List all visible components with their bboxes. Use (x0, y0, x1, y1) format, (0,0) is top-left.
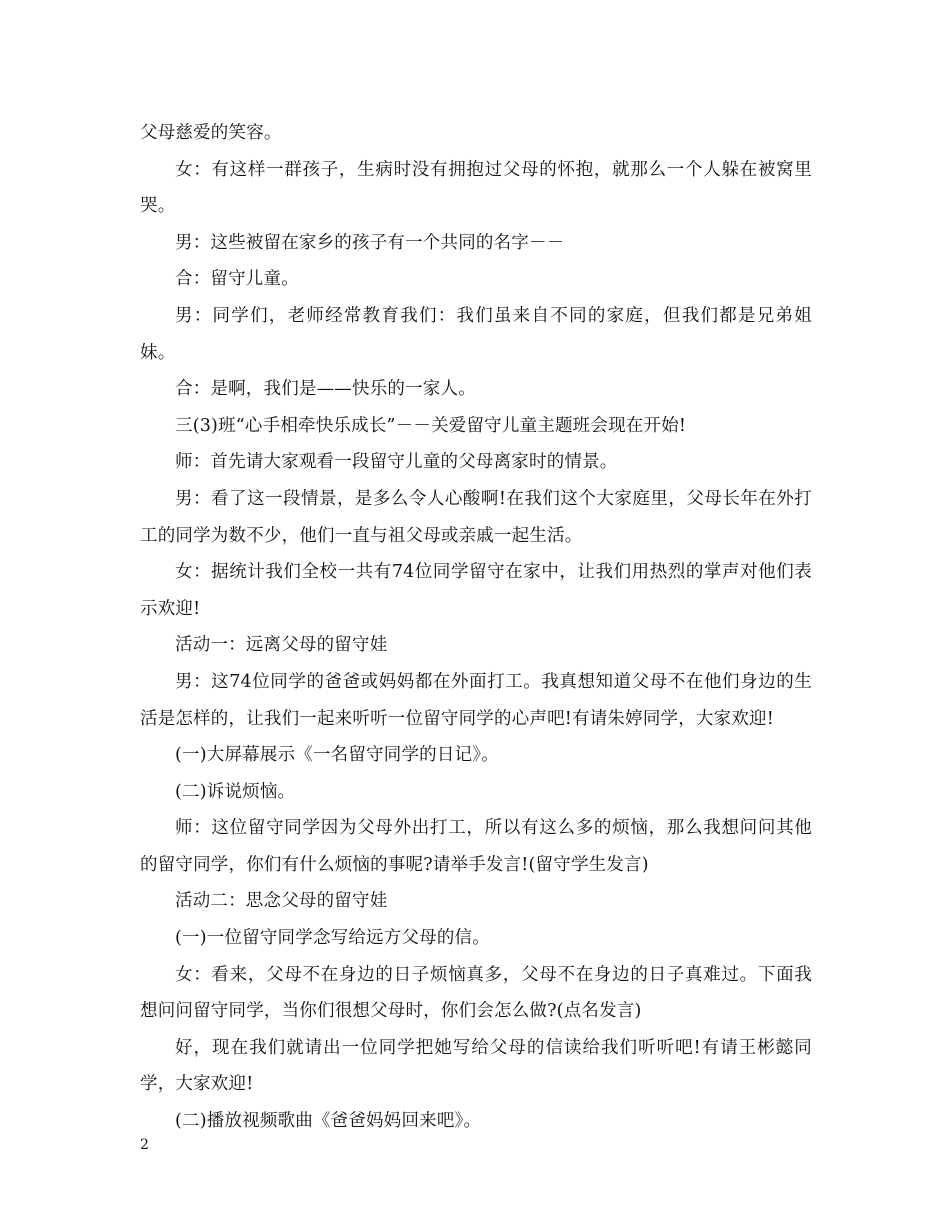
paragraph: (一)一位留守同学念写给远方父母的信。 (175, 928, 490, 949)
paragraph: 男：这74位同学的爸爸或妈妈都在外面打工。我真想知道父母不在他们身边的生活是怎样的，让我们一起来听听一位留守同学的心声吧!有请朱婷同学，大家欢迎! (140, 671, 812, 729)
paragraph: (二)诉说烦恼。 (175, 781, 296, 802)
page-number: 2 (140, 1137, 149, 1153)
paragraph: (二)播放视频歌曲《爸爸妈妈回来吧》。 (175, 1111, 482, 1132)
paragraph: 女：看来，父母不在身边的日子烦恼真多，父母不在身边的日子真难过。下面我想问问留守同学，当你们很想父母时，你们会怎么做?(点名发言) (140, 964, 812, 1022)
paragraph: 女：据统计我们全校一共有74位同学留守在家中，让我们用热烈的掌声对他们表示欢迎! (140, 562, 812, 619)
paragraph: (一)大屏幕展示《一名留守同学的日记》。 (175, 745, 499, 766)
paragraph: 三(3)班“心手相牵快乐成长”－－关爱留守儿童主题班会现在开始! (175, 415, 687, 436)
paragraph: 父母慈爱的笑容。 (140, 123, 282, 143)
paragraph: 合：留守儿童。 (175, 269, 299, 290)
document-body (140, 115, 812, 1140)
paragraph: 师：首先请大家观看一段留守儿童的父母离家时的情景。 (175, 452, 618, 473)
paragraph: 男：这些被留在家乡的孩子有一个共同的名字－－ (175, 232, 565, 253)
section-heading: 活动一：远离父母的留守娃 (175, 635, 388, 656)
paragraph: 合：是啊，我们是——快乐的一家人。 (175, 379, 476, 400)
paragraph: 女：有这样一群孩子，生病时没有拥抱过父母的怀抱，就那么一个人躲在被窝里哭。 (140, 159, 812, 217)
paragraph: 好，现在我们就请出一位同学把她写给父母的信读给我们听听吧!有请王彬懿同学，大家欢迎! (140, 1037, 812, 1095)
paragraph: 男：看了这一段情景，是多么令人心酸啊!在我们这个大家庭里，父母长年在外打工的同学为数不少，他们一直与祖父母或亲戚一起生活。 (140, 488, 812, 546)
paragraph: 男：同学们，老师经常教育我们：我们虽来自不同的家庭，但我们都是兄弟姐妹。 (140, 305, 812, 363)
paragraph: 师：这位留守同学因为父母外出打工，所以有这么多的烦恼，那么我想问问其他的留守同学，你们有什么烦恼的事呢?请举手发言!(留守学生发言) (140, 818, 812, 875)
section-heading: 活动二：思念父母的留守娃 (175, 891, 388, 912)
